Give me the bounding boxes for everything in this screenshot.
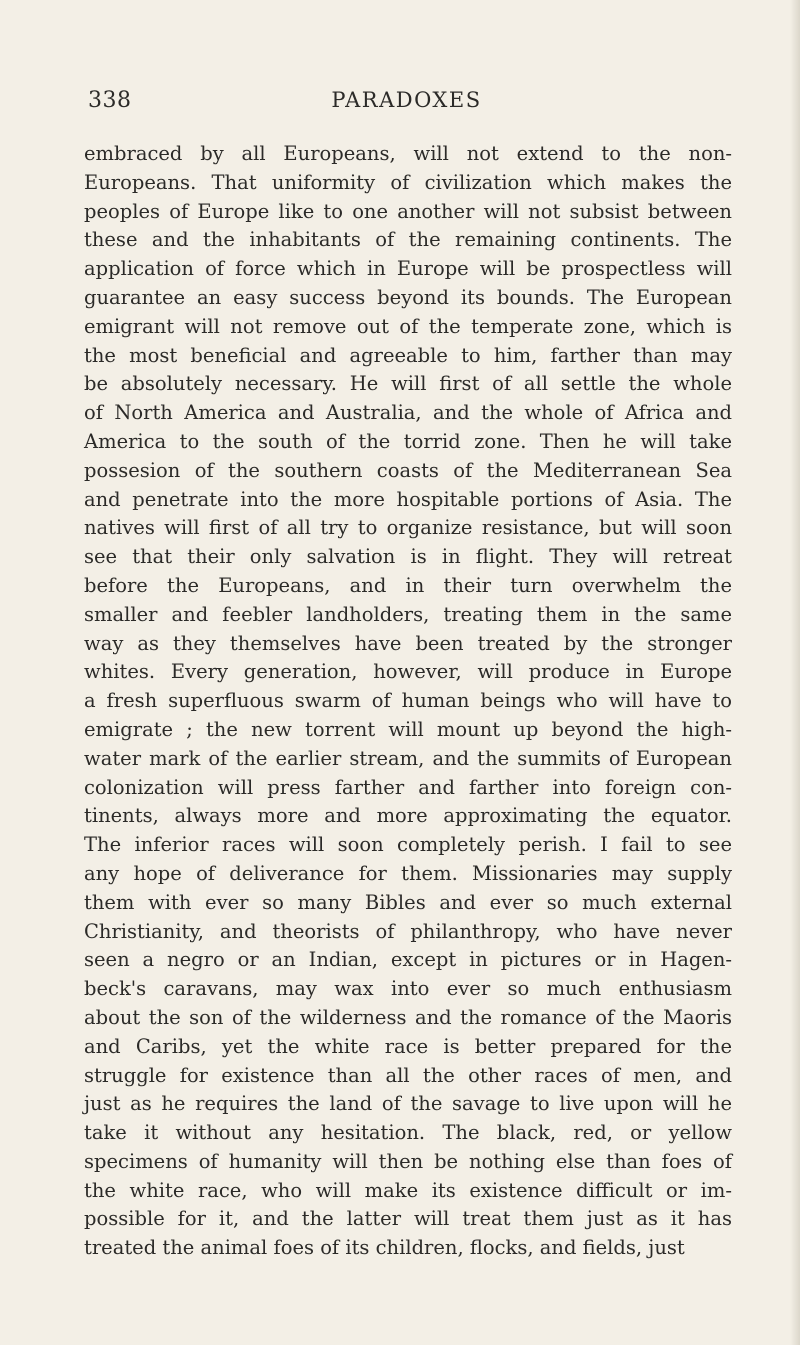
text-line: the white race, who will make its existence difficult or im-	[84, 1178, 732, 1202]
text-line: The inferior races will soon completely perish. I fail to see	[84, 833, 732, 857]
text-line: any hope of deliverance for them. Missionaries may supply	[84, 861, 732, 885]
text-line: of North America and Australia, and the whole of Africa and	[84, 401, 732, 425]
text-line: beck's caravans, may wax into ever so much enthusiasm	[84, 977, 732, 1001]
page-header	[88, 88, 725, 118]
text-line: a fresh superfluous swarm of human beings who will have to	[84, 689, 732, 713]
text-line: before the Europeans, and in their turn overwhelm the	[84, 573, 732, 597]
text-line: colonization will press farther and farther into foreign con-	[84, 775, 732, 799]
page-edge-shadow	[790, 0, 800, 1345]
text-line: emigrant will not remove out of the temperate zone, which is	[84, 314, 732, 338]
text-line: smaller and feebler landholders, treating them in the same	[84, 602, 732, 626]
text-line: application of force which in Europe will be prospectless will	[84, 257, 732, 281]
text-line: and Caribs, yet the white race is better prepared for the	[84, 1034, 732, 1058]
text-line: embraced by all Europeans, will not extend to the non-	[84, 142, 732, 165]
text-line: these and the inhabitants of the remaining continents. The	[84, 228, 732, 252]
text-line: see that their only salvation is in flight. They will retreat	[84, 545, 732, 569]
text-line: guarantee an easy success beyond its bounds. The European	[84, 285, 732, 309]
text-line: whites. Every generation, however, will produce in Europe	[84, 660, 732, 684]
text-line: them with ever so many Bibles and ever so much external	[84, 890, 732, 914]
text-line: emigrate ; the new torrent will mount up beyond the high-	[84, 717, 732, 741]
body-text	[84, 140, 732, 1263]
text-line: way as they themselves have been treated by the stronger	[84, 631, 732, 655]
running-head: PARADOXES	[331, 88, 482, 112]
text-line: take it without any hesitation. The black, red, or yellow	[84, 1121, 732, 1145]
text-line: possible for it, and the latter will treat them just as it has	[84, 1207, 732, 1231]
text-line: the most beneficial and agreeable to him, farther than may	[84, 343, 732, 367]
text-line: specimens of humanity will then be nothing else than foes of	[84, 1149, 732, 1173]
text-line: Europeans. That uniformity of civilization which makes the	[84, 170, 732, 194]
text-line: Christianity, and theorists of philanthropy, who have never	[84, 919, 732, 943]
text-line: America to the south of the torrid zone. Then he will take	[84, 429, 732, 453]
text-line: possesion of the southern coasts of the Mediterranean Sea	[84, 458, 732, 482]
text-line: water mark of the earlier stream, and the summits of European	[84, 746, 732, 770]
text-line: be absolutely necessary. He will first of all settle the whole	[84, 372, 732, 396]
text-line: seen a negro or an Indian, except in pictures or in Hagen-	[84, 948, 732, 972]
text-line: peoples of Europe like to one another will not subsist between	[84, 199, 732, 223]
page-number: 338	[88, 88, 132, 113]
text-line: and penetrate into the more hospitable portions of Asia. The	[84, 487, 732, 511]
text-line: natives will first of all try to organize resistance, but will soon	[84, 516, 732, 540]
text-line: struggle for existence than all the other races of men, and	[84, 1063, 732, 1087]
text-line: treated the animal foes of its children, flocks, and fields, just	[84, 1236, 685, 1260]
text-line: just as he requires the land of the savage to live upon will he	[84, 1092, 732, 1116]
text-line: tinents, always more and more approximating the equator.	[84, 804, 732, 828]
text-line: about the son of the wilderness and the romance of the Maoris	[84, 1005, 732, 1029]
